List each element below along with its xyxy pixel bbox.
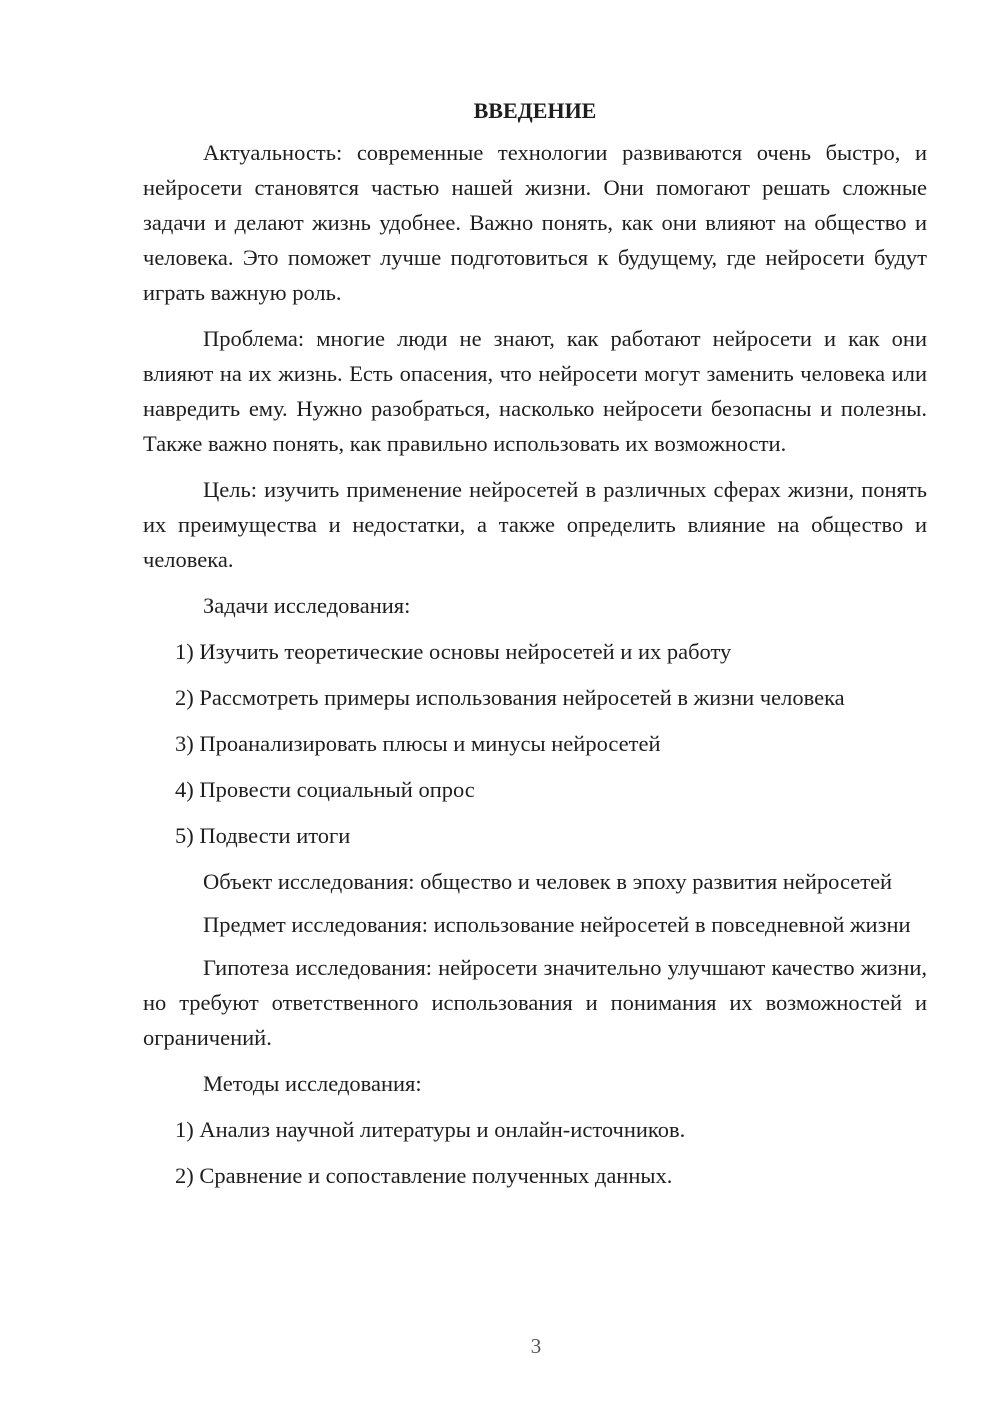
goal-paragraph: Цель: изучить применение нейросетей в различных сферах жизни, понять их преимущества и недостатки, а также определить влияние на общество и человека. [143,477,927,572]
task-item: 3) Проанализировать плюсы и минусы нейросетей [175,731,661,756]
research-hypothesis-paragraph: Гипотеза исследования: нейросети значительно улучшают качество жизни, но требуют ответственного использования и понимания их возможностей и ограничений. [143,955,927,1050]
relevance-paragraph: Актуальность: современные технологии развиваются очень быстро, и нейросети становятся частью нашей жизни. Они помогают решать сложные задачи и делают жизнь удобнее. Важно понять, как они влияют на общество и человека. Это поможет лучше подготовиться к будущему, где нейросети будут играть важную роль. [143,140,927,305]
problem-paragraph: Проблема: многие люди не знают, как работают нейросети и как они влияют на их жизнь. Есть опасения, что нейросети могут заменить человека или навредить ему. Нужно разобраться, насколько нейросети безопасны и полезны. Также важно понять, как правильно использовать их возможности. [143,326,927,456]
task-item: 4) Провести социальный опрос [175,777,475,802]
tasks-list [143,634,927,853]
research-object-paragraph: Объект исследования: общество и человек в эпоху развития нейросетей [203,869,893,894]
page-content [143,96,927,1204]
page-number: 3 [530,1334,542,1358]
section-title: ВВЕДЕНИЕ [473,98,597,123]
method-item: 1) Анализ научной литературы и онлайн-источников. [175,1117,686,1142]
method-item: 2) Сравнение и сопоставление полученных данных. [175,1163,673,1188]
task-item: 2) Рассмотреть примеры использования нейросетей в жизни человека [175,685,845,710]
tasks-heading: Задачи исследования: [203,593,411,618]
methods-heading: Методы исследования: [203,1071,422,1096]
task-item: 5) Подвести итоги [175,823,351,848]
methods-list [143,1112,927,1193]
research-subject-paragraph: Предмет исследования: использование нейросетей в повседневной жизни [203,912,911,937]
task-item: 1) Изучить теоретические основы нейросетей и их работу [175,639,732,664]
